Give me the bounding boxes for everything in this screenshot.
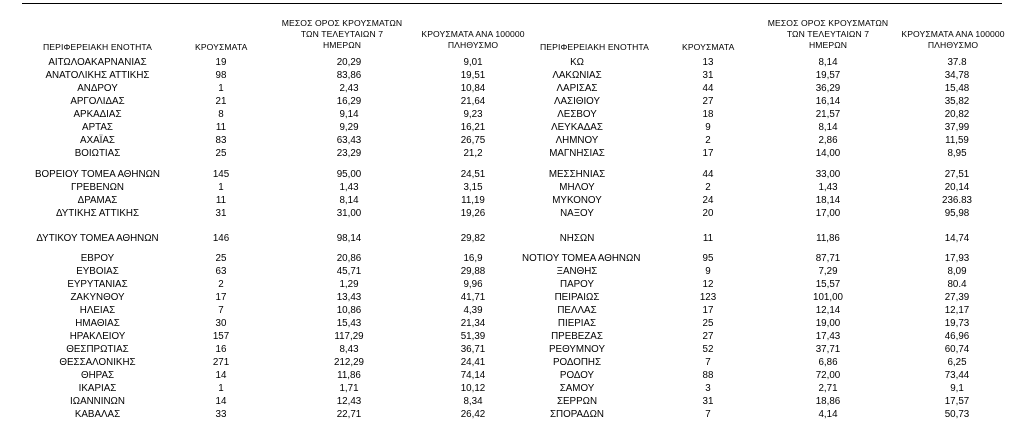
cases-cell: 11 [702, 233, 714, 244]
avg-cell: 1,43 [818, 182, 838, 193]
avg-cell: 16,14 [815, 96, 841, 107]
per100k-cell: 80.4 [947, 279, 967, 290]
cases-cell: 8 [218, 109, 224, 120]
avg-cell: 12,43 [336, 396, 362, 407]
per100k-cell: 21,34 [460, 318, 486, 329]
per100k-cell: 74,14 [460, 370, 486, 381]
avg-cell: 101,00 [813, 292, 843, 303]
cases-cell: 27 [702, 331, 714, 342]
header-region-right-text: ΠΕΡΙΦΕΡΕΙΑΚΗ ΕΝΟΤΗΤΑ [540, 42, 649, 52]
region-cell: ΛΕΣΒΟΥ [557, 109, 597, 120]
region-cell: ΜΕΣΣΗΝΙΑΣ [548, 169, 606, 180]
per100k-cell: 24,41 [460, 357, 486, 368]
per100k-cell: 46,96 [944, 331, 970, 342]
header-per-left-line2: ΠΛΗΘΥΣΜΟ [447, 40, 499, 50]
per100k-cell: 24,51 [460, 169, 486, 180]
cases-cell: 25 [702, 318, 714, 329]
avg-cell: 72,00 [815, 370, 841, 381]
region-cell: ΛΑΣΙΘΙΟΥ [553, 96, 601, 107]
region-cell: ΓΡΕΒΕΝΩΝ [70, 182, 124, 193]
region-cell: ΡΟΔΟΥ [559, 370, 595, 381]
per100k-cell: 236.83 [942, 195, 972, 206]
header-avg-right-line2: ΤΩΝ ΤΕΛΕΥΤΑΙΩΝ 7 [786, 29, 870, 39]
region-cell: ΠΕΛΛΑΣ [557, 305, 597, 316]
per100k-cell: 9,01 [463, 57, 483, 68]
region-cell: ΜΗΛΟΥ [559, 182, 595, 193]
per100k-cell: 10,12 [460, 383, 486, 394]
avg-cell: 117,29 [334, 331, 364, 342]
per100k-cell: 21,2 [463, 148, 483, 159]
region-cell: ΛΕΥΚΑΔΑΣ [551, 122, 603, 133]
avg-cell: 18,14 [815, 195, 841, 206]
avg-cell: 37,71 [815, 344, 841, 355]
header-cases-right-text: ΚΡΟΥΣΜΑΤΑ [682, 42, 735, 52]
per100k-cell: 8,09 [947, 266, 967, 277]
per100k-cell: 95,98 [944, 208, 970, 219]
per100k-cell: 8,95 [947, 148, 967, 159]
per100k-cell: 19,73 [944, 318, 970, 329]
region-cell: ΔΥΤΙΚΗΣ ΑΤΤΙΚΗΣ [55, 208, 140, 219]
per100k-cell: 4,39 [463, 305, 483, 316]
region-cell: ΘΕΣΣΑΛΟΝΙΚΗΣ [59, 357, 136, 368]
region-cell: ΔΥΤΙΚΟΥ ΤΟΜΕΑ ΑΘΗΝΩΝ [36, 233, 159, 244]
avg-cell: 22,71 [336, 409, 362, 420]
cases-cell: 12 [702, 279, 714, 290]
per100k-cell: 27,51 [944, 169, 970, 180]
header-region-left [25, 42, 170, 53]
avg-cell: 17,43 [815, 331, 841, 342]
header-avg-left-line3: ΗΜΕΡΩΝ [322, 40, 362, 50]
region-cell: ΙΚΑΡΙΑΣ [78, 383, 117, 394]
avg-cell: 9,14 [339, 109, 359, 120]
avg-cell: 8,14 [818, 122, 838, 133]
cases-cell: 9 [705, 266, 711, 277]
cases-cell: 7 [705, 409, 711, 420]
avg-cell: 20,86 [336, 253, 362, 264]
avg-cell: 9,29 [339, 122, 359, 133]
cases-cell: 83 [215, 135, 227, 146]
cases-cell: 98 [215, 70, 227, 81]
cases-cell: 20 [702, 208, 714, 219]
cases-cell: 63 [215, 266, 227, 277]
per100k-cell: 34,78 [944, 70, 970, 81]
avg-cell: 2,71 [818, 383, 838, 394]
avg-cell: 63,43 [336, 135, 362, 146]
per100k-cell: 37.8 [947, 57, 967, 68]
per100k-cell: 3,15 [463, 182, 483, 193]
header-cases-left [195, 42, 247, 53]
cases-cell: 44 [702, 83, 714, 94]
cases-cell: 14 [215, 370, 227, 381]
avg-cell: 15,57 [815, 279, 841, 290]
per100k-cell: 10,84 [460, 83, 486, 94]
region-cell: ΡΕΘΥΜΝΟΥ [549, 344, 605, 355]
header-avg-left [272, 18, 412, 51]
avg-cell: 7,29 [818, 266, 838, 277]
per100k-cell: 8,34 [463, 396, 483, 407]
per100k-cell: 21,64 [460, 96, 486, 107]
per100k-cell: 14,74 [944, 233, 970, 244]
cases-cell: 123 [699, 292, 717, 303]
per100k-cell: 20,82 [944, 109, 970, 120]
avg-cell: 95,00 [336, 169, 362, 180]
cases-cell: 19 [215, 57, 227, 68]
avg-cell: 13,43 [336, 292, 362, 303]
avg-cell: 10,86 [336, 305, 362, 316]
cases-cell: 3 [705, 383, 711, 394]
avg-cell: 1,43 [339, 182, 359, 193]
avg-cell: 6,86 [818, 357, 838, 368]
region-cell: ΚΩ [570, 57, 584, 68]
cases-cell: 271 [212, 357, 230, 368]
avg-cell: 18,86 [815, 396, 841, 407]
avg-cell: 14,00 [815, 148, 841, 159]
avg-cell: 45,71 [336, 266, 362, 277]
avg-cell: 2,43 [339, 83, 359, 94]
per100k-cell: 73,44 [944, 370, 970, 381]
region-cell: ΣΑΜΟΥ [559, 383, 595, 394]
avg-cell: 8,14 [818, 57, 838, 68]
header-avg-left-line1: ΜΕΣΟΣ ΟΡΟΣ ΚΡΟΥΣΜΑΤΩΝ [281, 18, 403, 28]
cases-cell: 7 [705, 357, 711, 368]
cases-cell: 31 [702, 70, 714, 81]
header-cases-left-text: ΚΡΟΥΣΜΑΤΑ [195, 42, 248, 52]
region-cell: ΝΟΤΙΟΥ ΤΟΜΕΑ ΑΘΗΝΩΝ [522, 253, 641, 264]
per100k-cell: 26,42 [460, 409, 486, 420]
region-cell: ΕΥΒΟΙΑΣ [76, 266, 119, 277]
avg-cell: 11,86 [337, 370, 361, 381]
region-cell: ΕΒΡΟΥ [80, 253, 115, 264]
per100k-cell: 11,19 [461, 195, 485, 206]
per100k-cell: 16,21 [460, 122, 486, 133]
cases-cell: 21 [215, 96, 227, 107]
cases-cell: 95 [702, 253, 714, 264]
cases-cell: 13 [702, 57, 714, 68]
per100k-cell: 9,1 [950, 383, 964, 394]
avg-cell: 12,14 [815, 305, 841, 316]
avg-cell: 19,57 [815, 70, 841, 81]
cases-cell: 11 [215, 195, 227, 206]
region-cell: ΑΝΔΡΟΥ [77, 83, 118, 94]
region-cell: ΕΥΡΥΤΑΝΙΑΣ [67, 279, 128, 290]
region-cell: ΛΗΜΝΟΥ [555, 135, 599, 146]
cases-cell: 2 [705, 182, 711, 193]
avg-cell: 33,00 [815, 169, 841, 180]
cases-cell: 2 [218, 279, 224, 290]
avg-cell: 16,29 [336, 96, 362, 107]
avg-cell: 98,14 [336, 233, 362, 244]
avg-cell: 212,29 [334, 357, 364, 368]
region-cell: ΜΥΚΟΝΟΥ [552, 195, 602, 206]
header-per-left-line1: ΚΡΟΥΣΜΑΤΑ ΑΝΑ 100000 [421, 29, 525, 39]
region-cell: ΑΙΤΩΛΟΑΚΑΡΝΑΝΙΑΣ [48, 57, 147, 68]
region-cell: ΑΡΓΟΛΙΔΑΣ [70, 96, 125, 107]
region-cell: ΑΝΑΤΟΛΙΚΗΣ ΑΤΤΙΚΗΣ [45, 70, 150, 81]
region-cell: ΛΑΚΩΝΙΑΣ [552, 70, 602, 81]
cases-cell: 145 [212, 169, 230, 180]
cases-cell: 44 [702, 169, 714, 180]
avg-cell: 31,00 [336, 208, 362, 219]
avg-cell: 23,29 [336, 148, 362, 159]
avg-cell: 19,00 [815, 318, 841, 329]
top-rule [22, 3, 1002, 4]
avg-cell: 8,43 [339, 344, 359, 355]
region-cell: ΑΡΤΑΣ [82, 122, 113, 133]
cases-cell: 33 [215, 409, 227, 420]
per100k-cell: 51,39 [460, 331, 486, 342]
region-cell: ΗΡΑΚΛΕΙΟΥ [69, 331, 126, 342]
region-cell: ΠΡΕΒΕΖΑΣ [551, 331, 603, 342]
region-cell: ΠΙΕΡΙΑΣ [557, 318, 597, 329]
cases-cell: 17 [215, 292, 227, 303]
header-avg-left-line2: ΤΩΝ ΤΕΛΕΥΤΑΙΩΝ 7 [300, 29, 384, 39]
per100k-cell: 27,39 [944, 292, 970, 303]
avg-cell: 15,43 [336, 318, 362, 329]
per100k-cell: 16,9 [463, 253, 483, 264]
header-per-right [888, 29, 1018, 51]
cases-cell: 7 [218, 305, 224, 316]
avg-cell: 21,57 [815, 109, 841, 120]
region-cell: ΡΟΔΟΠΗΣ [552, 357, 602, 368]
per100k-cell: 17,57 [944, 396, 970, 407]
cases-cell: 14 [215, 396, 227, 407]
cases-cell: 31 [215, 208, 227, 219]
header-avg-right-line3: ΗΜΕΡΩΝ [808, 40, 848, 50]
region-cell: ΘΗΡΑΣ [80, 370, 115, 381]
region-cell: ΣΠΟΡΑΔΩΝ [549, 409, 605, 420]
region-cell: ΜΑΓΝΗΣΙΑΣ [549, 148, 605, 159]
avg-cell: 17,00 [815, 208, 841, 219]
cases-cell: 11 [215, 122, 227, 133]
avg-cell: 87,71 [815, 253, 841, 264]
cases-cell: 30 [215, 318, 227, 329]
region-cell: ΠΑΡΟΥ [560, 279, 594, 290]
per100k-cell: 6,25 [947, 357, 967, 368]
region-cell: ΗΛΕΙΑΣ [79, 305, 116, 316]
per100k-cell: 50,73 [944, 409, 970, 420]
region-cell: ΔΡΑΜΑΣ [77, 195, 118, 206]
cases-cell: 27 [702, 96, 714, 107]
per100k-cell: 60,74 [944, 344, 970, 355]
per100k-cell: 20,14 [944, 182, 970, 193]
cases-cell: 18 [702, 109, 714, 120]
region-cell: ΑΡΚΑΔΙΑΣ [73, 109, 122, 120]
avg-cell: 83,86 [336, 70, 362, 81]
per100k-cell: 19,26 [460, 208, 486, 219]
cases-cell: 25 [215, 253, 227, 264]
region-cell: ΠΕΙΡΑΙΩΣ [554, 292, 600, 303]
avg-cell: 20,29 [336, 57, 362, 68]
cases-cell: 88 [702, 370, 714, 381]
header-region-left-text: ΠΕΡΙΦΕΡΕΙΑΚΗ ΕΝΟΤΗΤΑ [43, 42, 152, 52]
per100k-cell: 29,88 [460, 266, 486, 277]
per100k-cell: 19,51 [460, 70, 486, 81]
per100k-cell: 41,71 [460, 292, 486, 303]
region-cell: ΣΕΡΡΩΝ [556, 396, 598, 407]
header-cases-right [682, 42, 734, 53]
region-cell: ΒΟΡΕΙΟΥ ΤΟΜΕΑ ΑΘΗΝΩΝ [35, 169, 160, 180]
cases-cell: 1 [218, 383, 224, 394]
region-cell: ΘΕΣΠΡΩΤΙΑΣ [66, 344, 129, 355]
region-cell: ΝΑΞΟΥ [560, 208, 594, 219]
per100k-cell: 15,48 [944, 83, 970, 94]
cases-cell: 9 [705, 122, 711, 133]
cases-cell: 157 [212, 331, 230, 342]
per100k-cell: 29,82 [460, 233, 486, 244]
avg-cell: 4,14 [818, 409, 838, 420]
avg-cell: 1,71 [339, 383, 359, 394]
cases-cell: 24 [702, 195, 714, 206]
per100k-cell: 11,59 [945, 135, 969, 146]
avg-cell: 1,29 [339, 279, 359, 290]
region-cell: ΖΑΚΥΝΘΟΥ [70, 292, 125, 303]
cases-cell: 17 [702, 305, 714, 316]
per100k-cell: 17,93 [944, 253, 970, 264]
header-avg-right-line1: ΜΕΣΟΣ ΟΡΟΣ ΚΡΟΥΣΜΑΤΩΝ [767, 18, 889, 28]
region-cell: ΑΧΑΪΑΣ [80, 135, 115, 146]
cases-cell: 25 [215, 148, 227, 159]
cases-cell: 31 [702, 396, 714, 407]
cases-cell: 52 [702, 344, 714, 355]
per100k-cell: 26,75 [460, 135, 486, 146]
per100k-cell: 9,23 [463, 109, 483, 120]
cases-cell: 16 [215, 344, 227, 355]
per100k-cell: 37,99 [944, 122, 970, 133]
region-cell: ΝΗΣΩΝ [559, 233, 595, 244]
cases-cell: 17 [702, 148, 714, 159]
header-avg-right [758, 18, 898, 51]
per100k-cell: 12,17 [944, 305, 970, 316]
cases-cell: 2 [705, 135, 711, 146]
region-cell: ΛΑΡΙΣΑΣ [556, 83, 598, 94]
avg-cell: 11,86 [816, 233, 840, 244]
avg-cell: 8,14 [339, 195, 359, 206]
region-cell: ΚΑΒΑΛΑΣ [74, 409, 121, 420]
per100k-cell: 35,82 [944, 96, 970, 107]
cases-cell: 1 [218, 182, 224, 193]
header-per-right-line2: ΠΛΗΘΥΣΜΟ [927, 40, 979, 50]
per100k-cell: 9,96 [463, 279, 483, 290]
cases-cell: 1 [218, 83, 224, 94]
region-cell: ΙΩΑΝΝΙΝΩΝ [70, 396, 125, 407]
cases-cell: 146 [212, 233, 230, 244]
header-region-right [522, 42, 667, 53]
header-per-right-line1: ΚΡΟΥΣΜΑΤΑ ΑΝΑ 100000 [901, 29, 1005, 39]
avg-cell: 2,86 [818, 135, 838, 146]
region-cell: ΒΟΙΩΤΙΑΣ [74, 148, 121, 159]
avg-cell: 36,29 [815, 83, 841, 94]
region-cell: ΗΜΑΘΙΑΣ [75, 318, 120, 329]
region-cell: ΞΑΝΘΗΣ [556, 266, 598, 277]
per100k-cell: 36,71 [460, 344, 486, 355]
